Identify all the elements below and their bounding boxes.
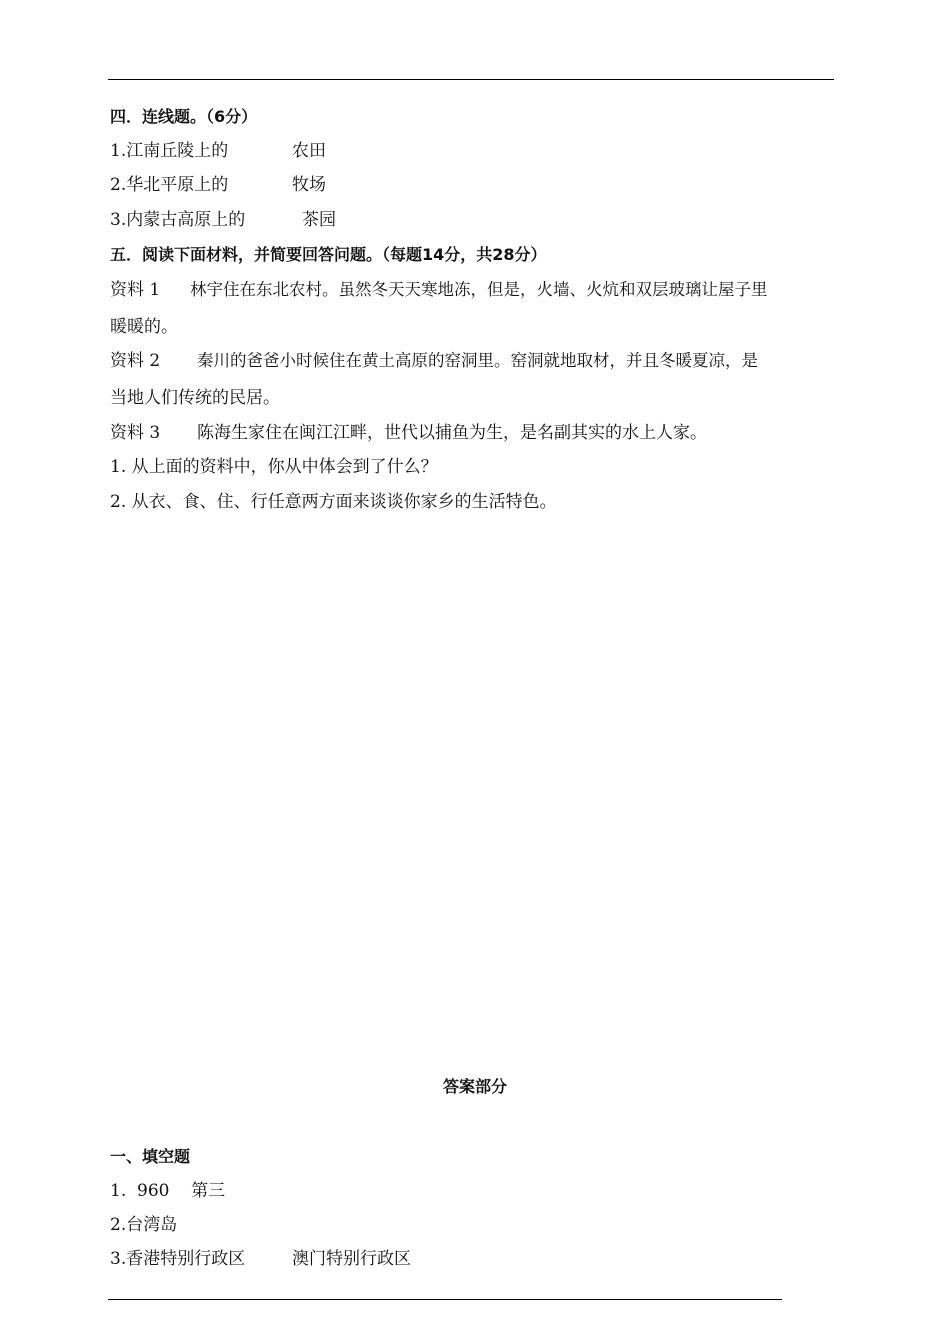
question-2: 2. 从衣、食、住、行任意两方面来谈谈你家乡的生活特色。: [110, 492, 557, 512]
answer-1: 1. 960 第三: [110, 1181, 226, 1201]
match-item-1: [110, 140, 228, 162]
match-right-2: 牧场: [292, 175, 326, 195]
answer-3: 3.香港特别行政区: [110, 1249, 246, 1269]
material1-line1: 林宇住在东北农村。虽然冬天天寒地冻，但是，火墙、火炕和双层玻璃让屋子里: [190, 280, 768, 299]
section4-heading: 四．连线题。（6分）: [110, 107, 258, 126]
match-left-3: 3.内蒙古高原上的: [110, 210, 246, 230]
material2-line1: 秦川的爸爸小时候住在黄土高原的窑洞里。窑洞就地取材，并且冬暖夏凉，是: [197, 351, 758, 370]
match-left-2: 2.华北平原上的: [110, 175, 229, 195]
answer-3-part2: 澳门特别行政区: [292, 1249, 411, 1269]
match-right-1: 农田: [292, 141, 326, 161]
answers-section1-heading: 一、填空题: [110, 1147, 191, 1166]
material1-label: 资料 1: [110, 280, 161, 300]
question-1: 1. 从上面的资料中，你从中体会到了什么？: [110, 457, 438, 477]
answer-2: 2.台湾岛: [110, 1215, 178, 1235]
material3-label: 资料 3: [110, 423, 161, 443]
header-rule: [108, 79, 834, 80]
match-item-2: [110, 174, 228, 196]
footer-rule: [108, 1299, 782, 1300]
section5-heading: 五．阅读下面材料，并简要回答问题。（每题14分，共28分）: [110, 245, 547, 264]
material1-line2: 暖暖的。: [110, 317, 178, 337]
material2-label: 资料 2: [110, 351, 161, 371]
match-right-3: 茶园: [302, 210, 336, 230]
material2-line2: 当地人们传统的民居。: [110, 388, 280, 408]
match-left-1: 1.江南丘陵上的: [110, 141, 229, 161]
material3-line1: 陈海生家住在闽江江畔，世代以捕鱼为生，是名副其实的水上人家。: [197, 423, 707, 443]
answers-title: 答案部分: [442, 1077, 507, 1096]
match-item-3: [110, 209, 245, 231]
